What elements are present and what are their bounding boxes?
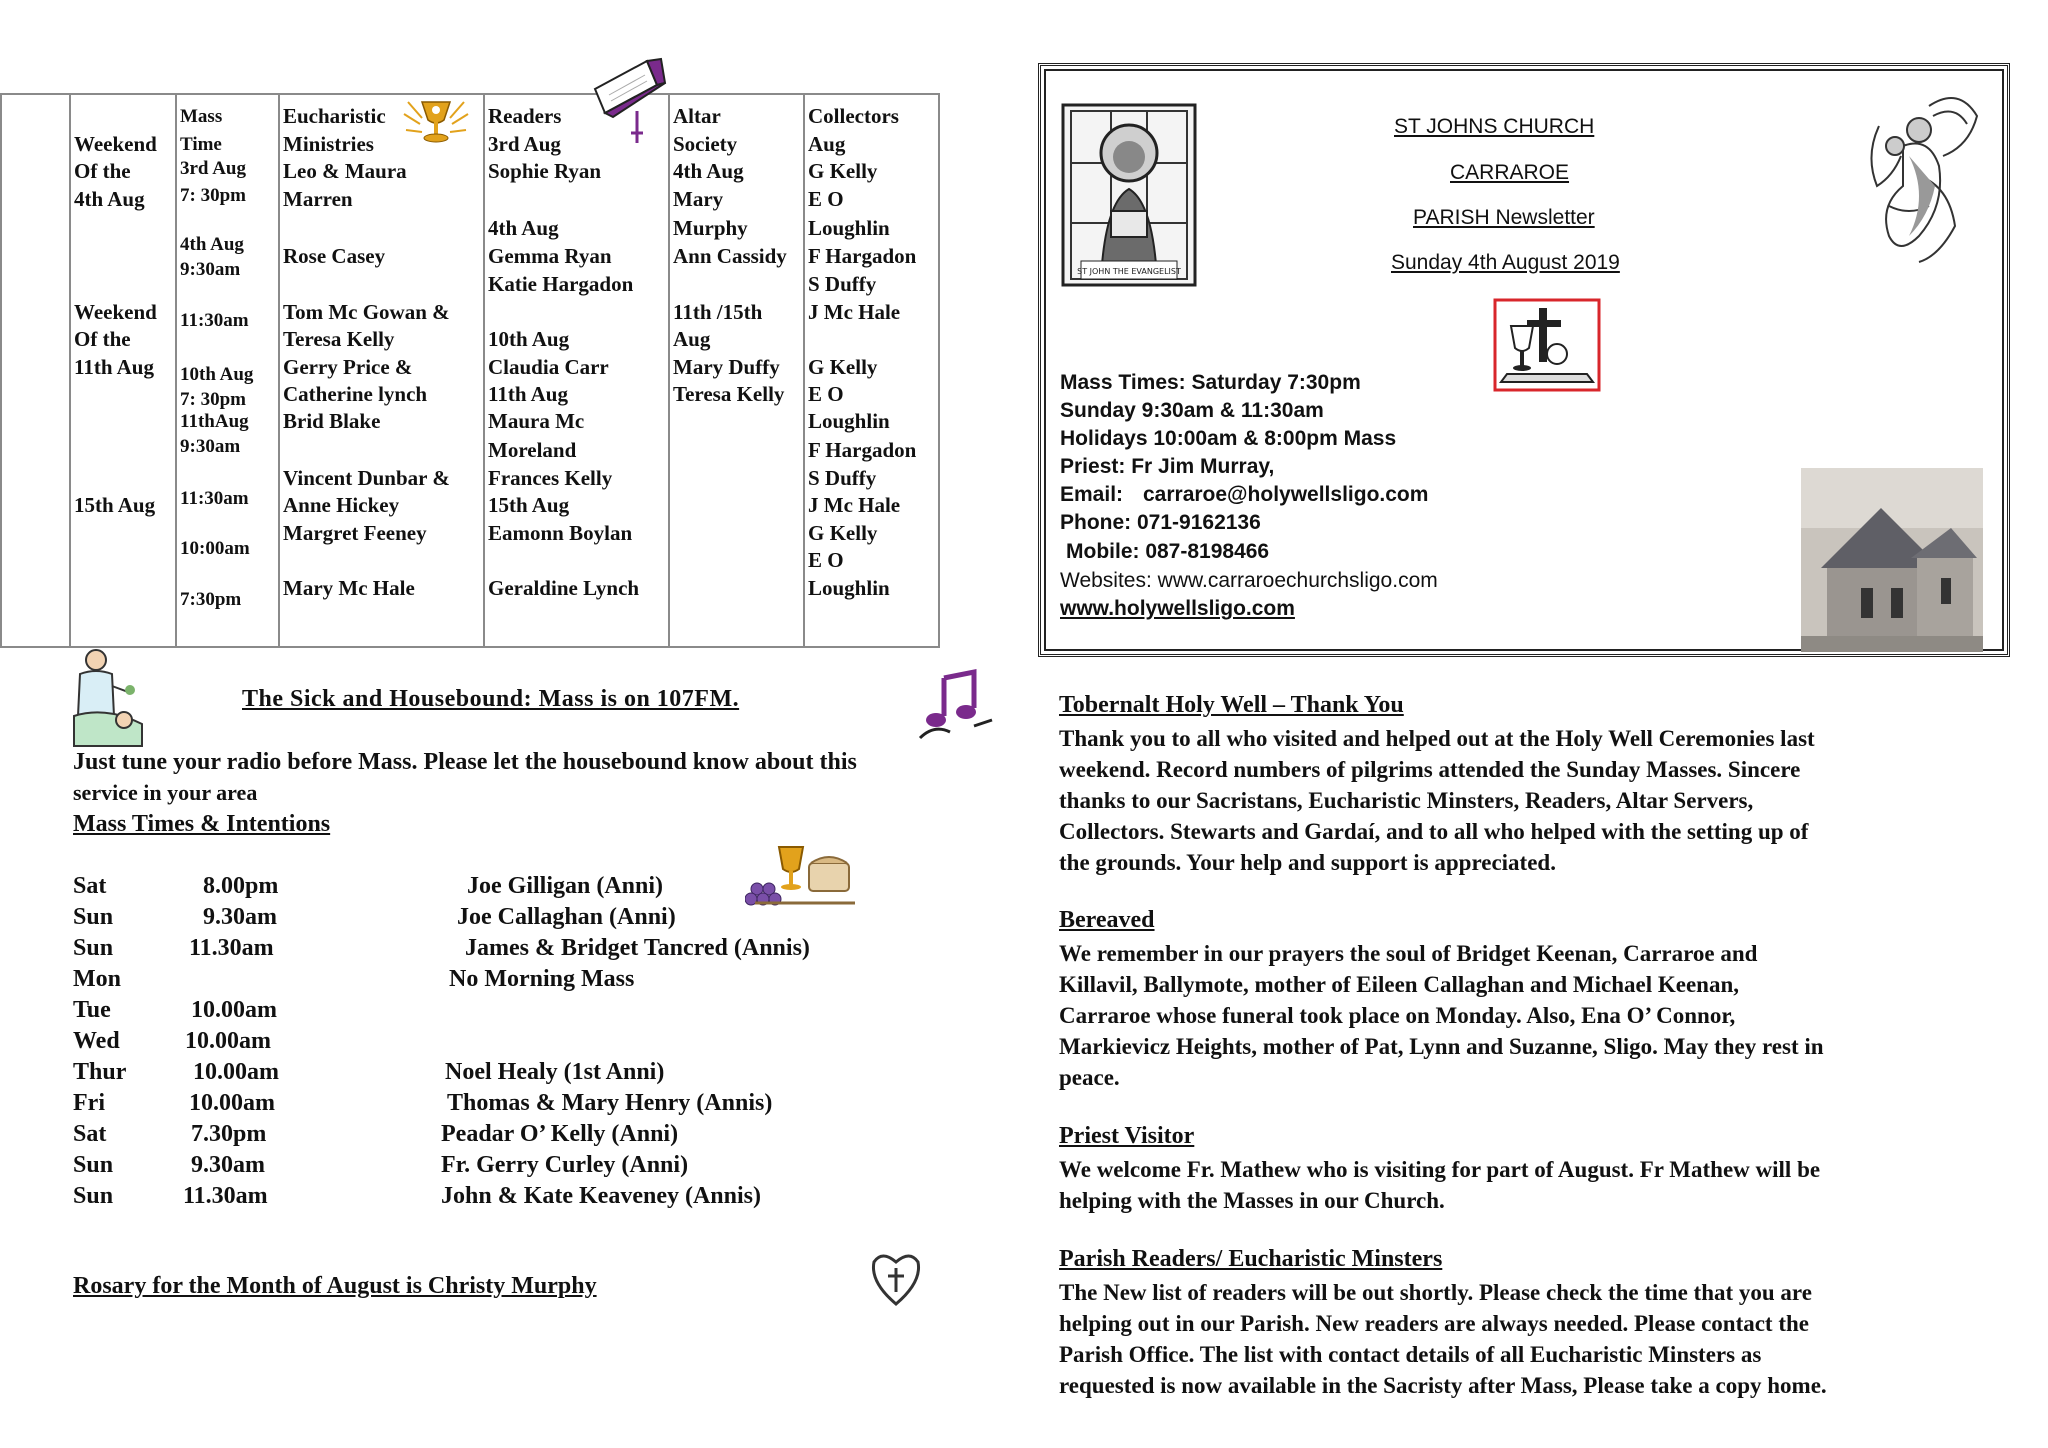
roster-cell: Of the <box>74 327 131 351</box>
roster-cell: Maura Mc <box>488 409 585 433</box>
website-link-2[interactable]: www.holywellsligo.com <box>1060 597 1295 620</box>
roster-cell: 4th Aug <box>673 159 744 183</box>
email-label: Email: <box>1060 483 1124 506</box>
roster-cell: Teresa Kelly <box>283 327 395 351</box>
paragraph-line: Carraroe whose funeral took place on Monday. Also, Ena O’ Connor, <box>1059 1003 1736 1028</box>
mass-times: Mass Times: Saturday 7:30pm <box>1060 371 1361 394</box>
mass-intention: Fr. Gerry Curley (Anni) <box>441 1152 689 1178</box>
mass-day: Mon <box>73 966 121 992</box>
bereaved-title: Bereaved <box>1059 907 1155 933</box>
mass-day: Sun <box>73 1152 114 1178</box>
phone-number: Phone: 071-9162136 <box>1060 511 1261 534</box>
paragraph-line: We welcome Fr. Mathew who is visiting for part of August. Fr Mathew will be <box>1059 1157 1821 1182</box>
sick-housebound-text-1: Just tune your radio before Mass. Please let the housebound know about this <box>73 749 857 775</box>
mass-intention: Peadar O’ Kelly (Anni) <box>441 1121 679 1147</box>
roster-cell: Readers <box>488 104 562 128</box>
mass-day: Tue <box>73 997 111 1023</box>
parish-readers-title: Parish Readers/ Eucharistic Minsters <box>1059 1246 1443 1272</box>
mass-time: 8.00pm <box>203 873 279 899</box>
roster-cell: 10th Aug <box>180 364 254 385</box>
roster-cell: 11th Aug <box>488 382 568 406</box>
roster-cell: 4th Aug <box>488 216 559 240</box>
roster-cell: 9:30am <box>180 259 241 280</box>
roster-cell: Claudia Carr <box>488 355 609 379</box>
roster-cell: 3rd Aug <box>488 132 561 156</box>
paragraph-line: requested is now available in the Sacristy after Mass, Please take a copy home. <box>1059 1373 1827 1398</box>
roster-cell: 7:30pm <box>180 589 242 610</box>
roster-cell: Geraldine Lynch <box>488 576 640 600</box>
mass-day: Thur <box>73 1059 127 1085</box>
paragraph-line: the grounds. Your help and support is appreciated. <box>1059 850 1556 875</box>
roster-cell: 7: 30pm <box>180 185 246 206</box>
bread-wine-icon <box>745 843 861 909</box>
roster-cell: Weekend <box>74 132 157 156</box>
roster-cell: G Kelly <box>808 159 878 183</box>
roster-cell: Anne Hickey <box>283 493 400 517</box>
roster-cell: Time <box>180 134 222 155</box>
mass-time: 10.00am <box>191 997 277 1023</box>
roster-cell: 3rd Aug <box>180 158 246 179</box>
roster-cell: S Duffy <box>808 272 877 296</box>
roster-cell: 9:30am <box>180 436 241 457</box>
mass-day: Sun <box>73 935 114 961</box>
mass-time: 9.30am <box>203 904 277 930</box>
stained-glass-caption: ST JOHN THE EVANGELIST <box>1077 267 1181 276</box>
mass-day: Sat <box>73 873 107 899</box>
roster-cell: 7: 30pm <box>180 389 246 410</box>
roster-cell: Murphy <box>673 216 748 240</box>
sick-housebound-text-2: service in your area <box>73 780 258 805</box>
newsletter-date: Sunday 4th August 2019 <box>1391 251 1620 274</box>
priest-visitor-title: Priest Visitor <box>1059 1123 1195 1149</box>
roster-cell: F Hargadon <box>808 438 917 462</box>
roster-cell: Moreland <box>488 438 577 462</box>
roster-col-weekend <box>71 95 177 646</box>
roster-cell: Margret Feeney <box>283 521 427 545</box>
roster-cell: 15th Aug <box>74 493 156 517</box>
roster-cell: G Kelly <box>808 355 878 379</box>
roster-cell: 4th Aug <box>180 234 244 255</box>
roster-cell: Society <box>673 132 738 156</box>
mass-intention: Joe Callaghan (Anni) <box>457 904 676 930</box>
roster-cell: Gerry Price & <box>283 355 413 379</box>
roster-cell: F Hargadon <box>808 244 917 268</box>
bible-icon <box>589 55 667 147</box>
music-note-icon <box>914 668 994 742</box>
roster-col-collectors <box>805 95 940 646</box>
roster-col-blank <box>2 95 71 646</box>
mass-intention: No Morning Mass <box>449 966 635 992</box>
roster-cell: Mary Duffy <box>673 355 780 379</box>
mass-day: Wed <box>73 1028 120 1054</box>
roster-cell: Ministries <box>283 132 374 156</box>
mass-day: Fri <box>73 1090 105 1116</box>
roster-cell: Gemma Ryan <box>488 244 612 268</box>
mass-day: Sun <box>73 904 114 930</box>
mass-intention: John & Kate Keaveney (Annis) <box>441 1183 761 1209</box>
paragraph-line: Killavil, Ballymote, mother of Eileen Callaghan and Michael Keenan, <box>1059 972 1739 997</box>
roster-cell: 11:30am <box>180 310 249 331</box>
roster-cell: Sophie Ryan <box>488 159 602 183</box>
mass-intention: Thomas & Mary Henry (Annis) <box>447 1090 773 1116</box>
paragraph-line: Thank you to all who visited and helped out at the Holy Well Ceremonies last <box>1059 726 1815 751</box>
mass-intentions-heading: Mass Times & Intentions <box>73 811 331 837</box>
roster-cell: 11th Aug <box>74 355 154 379</box>
roster-col-altar <box>670 95 805 646</box>
paragraph-line: Parish Office. The list with contact details of all Eucharistic Minsters as <box>1059 1342 1762 1367</box>
paragraph-line: We remember in our prayers the soul of Bridget Keenan, Carraroe and <box>1059 941 1758 966</box>
paragraph-line: The New list of readers will be out shortly. Please check the time that you are <box>1059 1280 1812 1305</box>
church-place: CARRAROE <box>1450 161 1570 184</box>
roster-cell: Loughlin <box>808 409 890 433</box>
roster-cell: Mary <box>673 187 724 211</box>
roster-col-readers <box>485 95 670 646</box>
roster-col-mass-time <box>177 95 280 646</box>
mobile-number: Mobile: 087-8198466 <box>1066 540 1270 563</box>
roster-cell: Ann Cassidy <box>673 244 787 268</box>
paragraph-line: Markievicz Heights, mother of Pat, Lynn and Suzanne, Sligo. May they rest in <box>1059 1034 1824 1059</box>
roster-cell: Catherine lynch <box>283 382 428 406</box>
roster-cell: E O <box>808 187 844 211</box>
priest-name: Priest: Fr Jim Murray, <box>1060 455 1275 478</box>
roster-cell: E O <box>808 548 844 572</box>
angels-engraving-icon <box>1859 86 1985 264</box>
website-link[interactable]: Websites: www.carraroechurchsligo.com <box>1060 569 1438 592</box>
roster-cell: Mass <box>180 106 223 127</box>
roster-cell: J Mc Hale <box>808 493 901 517</box>
mass-time: 11.30am <box>183 1183 268 1209</box>
roster-cell: Loughlin <box>808 216 890 240</box>
paragraph-line: helping with the Masses in our Church. <box>1059 1188 1445 1213</box>
roster-cell: Frances Kelly <box>488 466 613 490</box>
roster-cell: 10th Aug <box>488 327 570 351</box>
roster-cell: Marren <box>283 187 353 211</box>
holy-well-title: Tobernalt Holy Well – Thank You <box>1059 692 1404 718</box>
roster-cell: Weekend <box>74 300 157 324</box>
mass-time: 10.00am <box>193 1059 279 1085</box>
newsletter-title: PARISH Newsletter <box>1413 206 1595 229</box>
paragraph-line: Collectors. Stewarts and Gardaí, and to all who helped with the setting up of <box>1059 819 1809 844</box>
roster-cell: G Kelly <box>808 521 878 545</box>
roster-cell: Aug <box>673 327 711 351</box>
roster-cell: Altar <box>673 104 721 128</box>
sick-visit-icon <box>66 646 148 750</box>
roster-cell: 11:30am <box>180 488 249 509</box>
newsletter-header-box <box>1038 63 2010 657</box>
roster-cell: Aug <box>808 132 846 156</box>
roster-cell: Eucharistic <box>283 104 386 128</box>
roster-cell: Eamonn Boylan <box>488 521 633 545</box>
mass-time: 10.00am <box>189 1090 275 1116</box>
mass-intention: James & Bridget Tancred (Annis) <box>465 935 810 961</box>
mass-day: Sat <box>73 1121 107 1147</box>
sunday-times: Sunday 9:30am & 11:30am <box>1060 399 1324 422</box>
chalice-cross-icon <box>1493 298 1601 392</box>
roster-cell: Rose Casey <box>283 244 386 268</box>
roster-cell: J Mc Hale <box>808 300 901 324</box>
roster-cell: 15th Aug <box>488 493 570 517</box>
church-name: ST JOHNS CHURCH <box>1394 115 1595 138</box>
roster-cell: Katie Hargadon <box>488 272 634 296</box>
paragraph-line: thanks to our Sacristans, Eucharistic Minsters, Readers, Altar Servers, <box>1059 788 1754 813</box>
roster-cell: 11thAug <box>180 411 249 432</box>
roster-cell: Loughlin <box>808 576 890 600</box>
roster-cell: E O <box>808 382 844 406</box>
roster-col-eucharistic <box>280 95 485 646</box>
rosary-note: Rosary for the Month of August is Christy Murphy <box>73 1273 597 1299</box>
roster-cell: Vincent Dunbar & <box>283 466 450 490</box>
mass-time: 10.00am <box>185 1028 271 1054</box>
paragraph-line: weekend. Record numbers of pilgrims attended the Sunday Masses. Sincere <box>1059 757 1801 782</box>
roster-cell: Tom Mc Gowan & <box>283 300 450 324</box>
mass-time: 9.30am <box>191 1152 265 1178</box>
mass-intention: Joe Gilligan (Anni) <box>467 873 664 899</box>
mass-time: 7.30pm <box>191 1121 267 1147</box>
paragraph-line: helping out in our Parish. New readers are always needed. Please contact the <box>1059 1311 1810 1336</box>
roster-cell: S Duffy <box>808 466 877 490</box>
mass-day: Sun <box>73 1183 114 1209</box>
roster-table <box>0 93 940 648</box>
mass-intention: Noel Healy (1st Anni) <box>445 1059 665 1085</box>
sick-housebound-title: The Sick and Housebound: Mass is on 107FM. <box>242 686 740 712</box>
heart-cross-icon <box>866 1248 926 1310</box>
roster-cell: Collectors <box>808 104 899 128</box>
roster-cell: 4th Aug <box>74 187 145 211</box>
chalice-icon <box>398 96 474 146</box>
paragraph-line: peace. <box>1059 1065 1120 1090</box>
roster-cell: 11th /15th <box>673 300 763 324</box>
roster-cell: Brid Blake <box>283 409 381 433</box>
stained-glass-saint-icon <box>1061 103 1197 287</box>
holiday-times: Holidays 10:00am & 8:00pm Mass <box>1060 427 1397 450</box>
mass-time: 11.30am <box>189 935 274 961</box>
roster-cell: 10:00am <box>180 538 250 559</box>
email-link[interactable]: carraroe@holywellsligo.com <box>1143 483 1429 506</box>
church-photo-icon <box>1801 468 1983 652</box>
roster-cell: Of the <box>74 159 131 183</box>
roster-cell: Mary Mc Hale <box>283 576 415 600</box>
roster-cell: Teresa Kelly <box>673 382 785 406</box>
roster-cell: Leo & Maura <box>283 159 407 183</box>
